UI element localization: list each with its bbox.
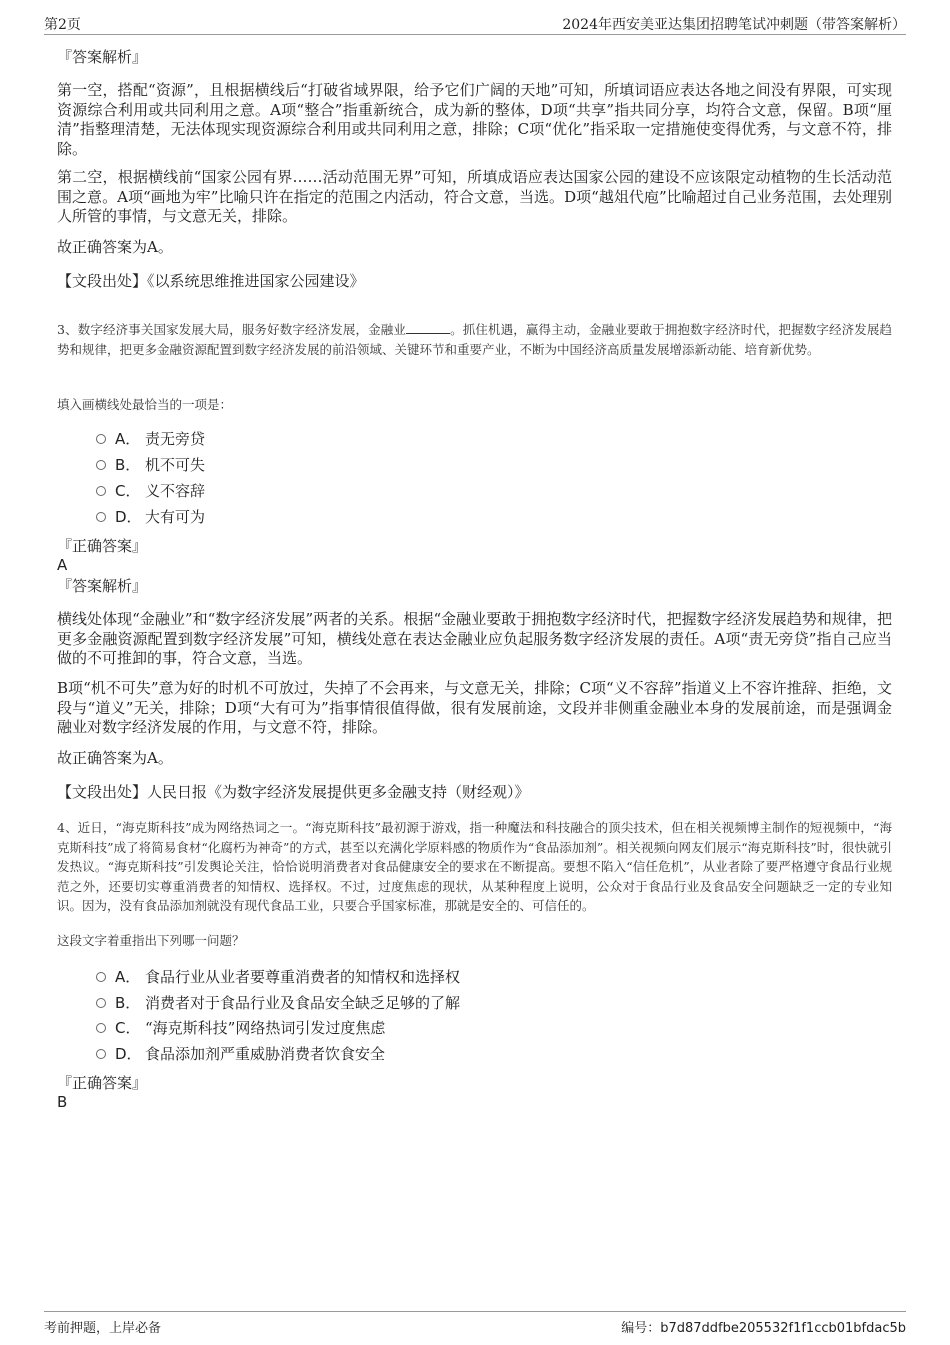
question-stem: 4、近日，“海克斯科技”成为网络热词之一。“海克斯科技”最初源于游戏，指一种魔法和科技融合的顶尖技术，但在相关视频博主制作的短视频中，“海克斯科技”成了将简易食材“化腐朽为神奇”的方式，甚至以充满化学原料感的物质作为“食品添加剂”。相关视频向网友们展示“海克斯科技”时，很快就引发热议。“海克斯科技”引发舆论关注，恰恰说明消费者对食品健康安全的要求在不断提高。要想不陷入“信任危机”，从业者除了要严格遵守食品行业规范之外，还要切实尊重消费者的知情权、选择权。不过，过度焦虑的现状，从某种程度上说明，公众对于食品行业及食品安全问题缺乏一定的专业知识。因为，没有食品添加剂就没有现代食品工业，只要合乎国家标准，那就是安全的、可信任的。	[57, 820, 892, 913]
radio-button[interactable]	[96, 460, 106, 470]
page-number: 第2页	[44, 17, 81, 33]
footer-slogan: 考前押题，上岸必备	[44, 1321, 162, 1336]
correct-answer: A	[57, 556, 68, 574]
option-a[interactable]: A． 责无旁贷	[96, 429, 205, 449]
option-c[interactable]: C． “海克斯科技”网络热词引发过度焦虑	[96, 1018, 385, 1038]
source-citation: 【文段出处】《以系统思维推进国家公园建设》	[57, 272, 365, 290]
question-prompt: 填入画横线处最恰当的一项是：	[57, 397, 233, 412]
page-footer	[44, 1311, 906, 1336]
document-title: 2024年西安美亚达集团招聘笔试冲刺题（带答案解析）	[562, 17, 906, 33]
option-a[interactable]: A． 食品行业从业者要尊重消费者的知情权和选择权	[96, 967, 460, 987]
fill-blank	[406, 321, 450, 334]
radio-button[interactable]	[96, 1049, 106, 1059]
analysis-label: 『答案解析』	[57, 577, 148, 595]
option-c[interactable]: C． 义不容辞	[96, 481, 205, 501]
radio-button[interactable]	[96, 972, 106, 982]
analysis-paragraph: B项“机不可失”意为好的时机不可放过，失掉了不会再来，与文意无关，排除；C项“义不容辞”指道义上不容许推辞、拒绝，文段与“道义”无关，排除；D项“大有可为”指事情很值得做，很有发展前途，文段并非侧重金融业本身的发展前途，而是强调金融业对数字经济发展的作用，与文意不符，排除。	[57, 679, 892, 736]
option-d[interactable]: D． 大有可为	[96, 507, 205, 527]
radio-button[interactable]	[96, 434, 106, 444]
option-b[interactable]: B． 机不可失	[96, 455, 205, 475]
radio-button[interactable]	[96, 1023, 106, 1033]
radio-button[interactable]	[96, 512, 106, 522]
document-serial: 编号：b7d87ddfbe205532f1f1ccb01bfdac5b	[621, 1321, 906, 1336]
analysis-paragraph: 横线处体现“金融业”和“数字经济发展”两者的关系。根据“金融业要敢于拥抱数字经济时代，把握数字经济发展趋势和规律，把更多金融资源配置到数字经济发展”可知，横线处意在表达金融业应负起服务数字经济发展的责任。A项“责无旁贷”指自己应当做的不可推卸的事，符合文意，当选。	[57, 610, 892, 667]
answer-label: 『正确答案』	[57, 1074, 148, 1092]
conclusion: 故正确答案为A。	[57, 238, 173, 256]
answer-label: 『正确答案』	[57, 537, 148, 555]
option-b[interactable]: B． 消费者对于食品行业及食品安全缺乏足够的了解	[96, 993, 460, 1013]
question-prompt: 这段文字着重指出下列哪一问题？	[57, 933, 245, 948]
correct-answer: B	[57, 1093, 68, 1111]
analysis-paragraph: 第二空，根据横线前“国家公园有界……活动范围无界”可知，所填成语应表达国家公园的建设不应该限定动植物的生长活动范围之意。A项“画地为牢”比喻只许在指定的范围之内活动，符合文意，当选。D项“越俎代庖”比喻超过自己业务范围，去处理别人所管的事情，与文意无关，排除。	[57, 168, 892, 225]
analysis-paragraph: 第一空，搭配“资源”，且根据横线后“打破省域界限，给予它们广阔的天地”可知，所填词语应表达各地之间没有界限，可实现资源综合利用或共同利用之意。A项“整合”指重新统合，成为新的整体，D项“共享”指共同分享，均符合文意，保留。B项“厘清”指整理清楚，无法体现实现资源综合利用或共同利用之意，排除；C项“优化”指采取一定措施使变得优秀，与文意不符，排除。	[57, 81, 892, 158]
radio-button[interactable]	[96, 486, 106, 496]
conclusion: 故正确答案为A。	[57, 749, 173, 767]
source-citation: 【文段出处】人民日报《为数字经济发展提供更多金融支持（财经观）》	[57, 783, 530, 801]
option-d[interactable]: D． 食品添加剂严重威胁消费者饮食安全	[96, 1044, 385, 1064]
page-header	[44, 12, 906, 35]
radio-button[interactable]	[96, 998, 106, 1008]
question-stem: 3、数字经济事关国家发展大局，服务好数字经济发展，金融业 。抓住机遇，赢得主动，金融业要敢于拥抱数字经济时代，把握数字经济发展趋势和规律，把更多金融资源配置到数字经济发展的前沿领域、关键环节和重要产业，不断为中国经济高质量发展增添新动能、培育新优势。	[57, 322, 892, 357]
analysis-label: 『答案解析』	[57, 48, 148, 66]
